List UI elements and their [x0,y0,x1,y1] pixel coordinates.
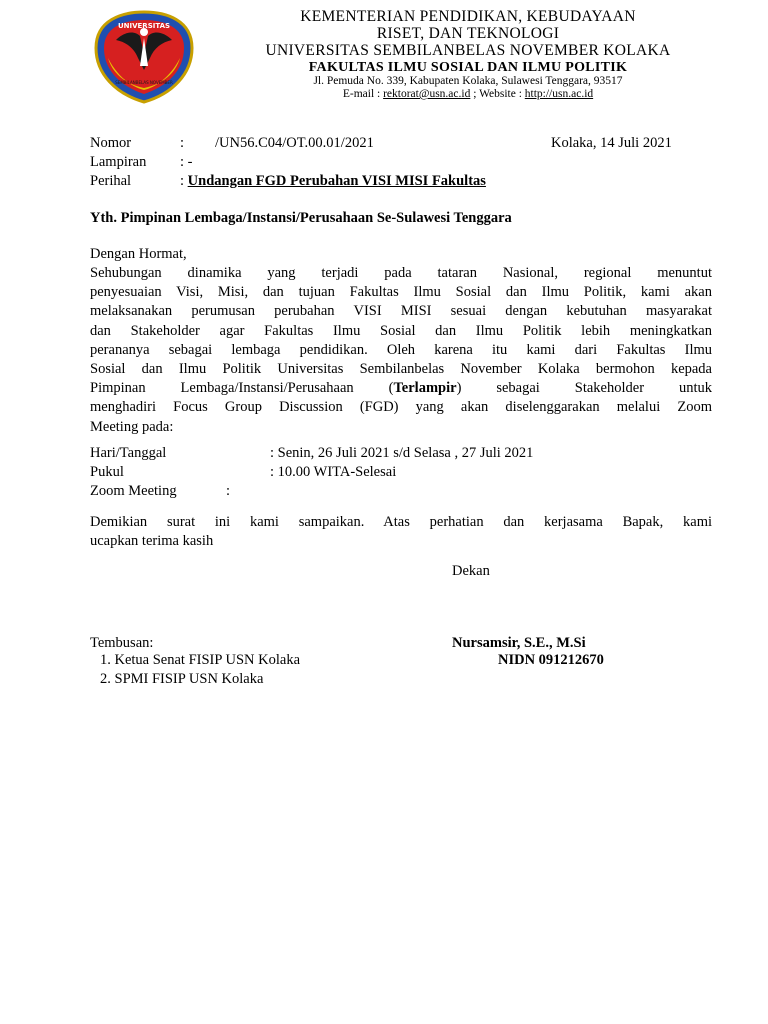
salutation: Dengan Hormat, [90,246,187,262]
email-link[interactable]: rektorat@usn.ac.id [383,88,471,100]
nomor-label: Nomor [90,135,132,151]
signature-nidn: NIDN 091212670 [498,652,604,668]
recipient: Yth. Pimpinan Lembaga/Instansi/Perusahaan Se-Sulawesi Tenggara [90,210,512,226]
nomor-colon: : [180,135,185,151]
lampiran-value: : - [180,154,193,170]
place-date: Kolaka, 14 Juli 2021 [551,135,672,151]
body-line: Pimpinan Lembaga/Instansi/Perusahaan (Terlampir) sebagai Stakeholder untuk [90,380,712,397]
body-line: dan Stakeholder agar Fakultas Ilmu Sosial dan Ilmu Politik lebih meningkatkan [90,322,712,339]
header-ministry-line2: RISET, DAN TEKNOLOGI [376,25,560,42]
svg-text:SEMBILANBELAS NOVEMBER: SEMBILANBELAS NOVEMBER [115,80,173,85]
time-value: : 10.00 WITA-Selesai [270,464,397,480]
perihal-row: : Undangan FGD Perubahan VISI MISI Fakultas [180,173,486,189]
terlampir-text: Terlampir [393,380,457,397]
body-paragraph [90,264,712,437]
lampiran-label: Lampiran [90,154,147,170]
perihal-label: Perihal [90,173,132,189]
tembusan-item: 2. SPMI FISIP USN Kolaka [100,671,264,687]
tembusan-item: 1. Ketua Senat FISIP USN Kolaka [100,652,301,668]
tembusan-label: Tembusan: [90,635,154,651]
website-link[interactable]: http://usn.ac.id [524,88,594,100]
signature-title: Dekan [452,563,490,579]
university-logo [88,8,200,104]
body-line: melaksanakan perumusan perubahan VISI MISI sesuai dengan kebutuhan masyarakat [90,303,712,320]
closing-line: Demikian surat ini kami sampaikan. Atas perhatian dan kerjasama Bapak, kami [90,514,712,530]
body-line: Meeting pada: [90,418,174,435]
day-label: Hari/Tanggal [90,445,167,461]
body-line: menghadiri Focus Group Discussion (FGD) yang akan diselenggarakan melalui Zoom [90,399,712,416]
perihal-value: Undangan FGD Perubahan VISI MISI Fakultas [187,173,486,189]
day-value: : Senin, 26 Juli 2021 s/d Selasa , 27 Juli 2021 [270,445,534,461]
body-line: perananya sebagai lembaga pendidikan. Oleh karena itu kami dari Fakultas Ilmu [90,341,712,358]
svg-text:UNIVERSITAS: UNIVERSITAS [117,22,171,30]
nomor-value: /UN56.C04/OT.00.01/2021 [215,135,374,151]
closing-line: ucapkan terima kasih [90,533,214,550]
header-contact: E-mail : rektorat@usn.ac.id ; Website : http://usn.ac.id [342,88,594,100]
signature-name: Nursamsir, S.E., M.Si [452,635,586,651]
zoom-label: Zoom Meeting [90,483,177,499]
header-university: UNIVERSITAS SEMBILANBELAS NOVEMBER KOLAKA [265,42,671,59]
header-address: Jl. Pemuda No. 339, Kabupaten Kolaka, Sulawesi Tenggara, 93517 [313,75,623,87]
header-faculty: FAKULTAS ILMU SOSIAL DAN ILMU POLITIK [308,60,628,75]
closing-paragraph [90,513,712,551]
body-line: Sosial dan Ilmu Politik Universitas Sembilanbelas November Kolaka bermohon kepada [90,361,712,378]
zoom-value: : [226,483,231,499]
time-label: Pukul [90,464,124,480]
body-line: penyesuaian Visi, Misi, dan tujuan Fakultas Ilmu Sosial dan Ilmu Politik, kami akan [90,284,712,301]
body-line: Sehubungan dinamika yang terjadi pada tataran Nasional, regional menuntut [90,265,712,281]
header-ministry-line1: KEMENTERIAN PENDIDIKAN, KEBUDAYAAN [300,8,636,25]
